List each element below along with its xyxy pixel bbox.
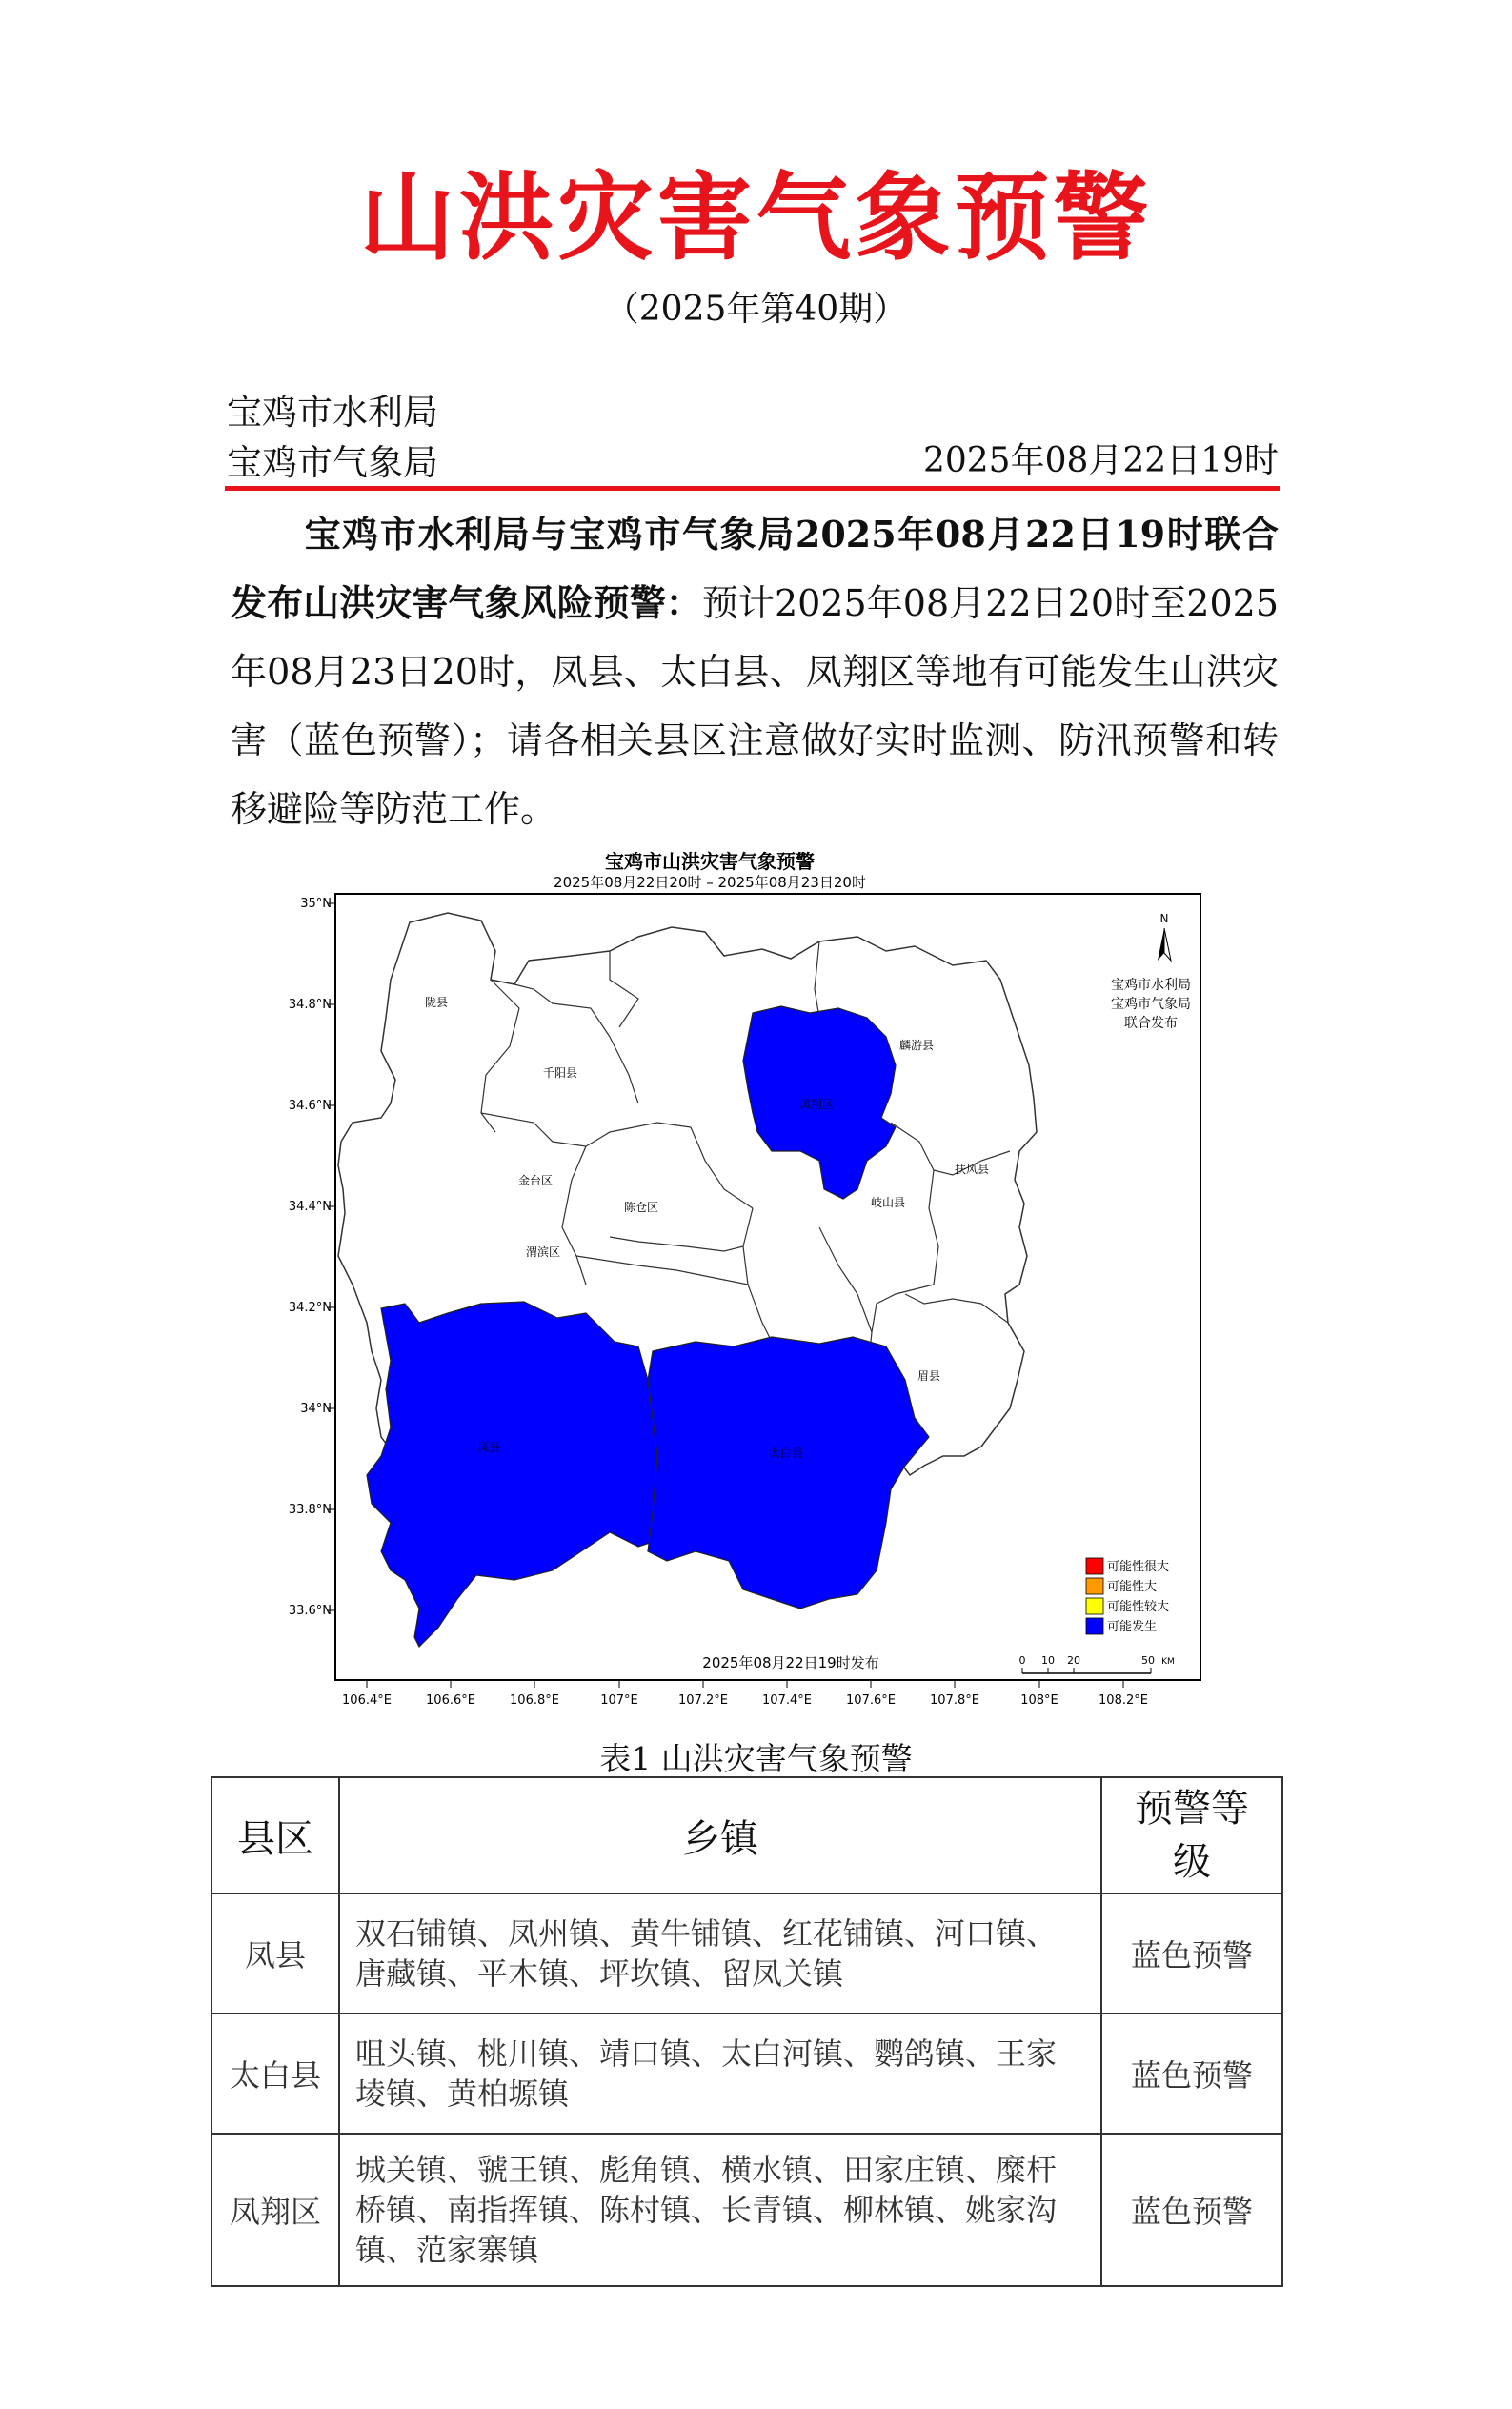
scale-unit: KM xyxy=(1161,1657,1175,1667)
publisher-line2: 宝鸡市气象局 xyxy=(1111,997,1191,1012)
header-towns: 乡镇 xyxy=(339,1777,1101,1893)
county-label-jintai: 金台区 xyxy=(517,1174,554,1187)
warning-map xyxy=(288,846,1220,1709)
row-county: 凤翔区 xyxy=(212,2134,339,2286)
document-title: 山洪灾害气象预警 xyxy=(359,162,1153,273)
lon-label: 106.4°E xyxy=(342,1693,392,1708)
county-label-linyou: 麟游县 xyxy=(898,1039,935,1052)
county-label-fengxiang: 凤翔区 xyxy=(798,1098,835,1111)
row-towns: 咀头镇、桃川镇、靖口镇、太白河镇、鹦鸽镇、王家堎镇、黄柏塬镇 xyxy=(339,2014,1101,2134)
legend-label: 可能性很大 xyxy=(1107,1560,1170,1574)
row-towns: 城关镇、虢王镇、彪角镇、横水镇、田家庄镇、糜杆桥镇、南指挥镇、陈村镇、长青镇、柳林镇、姚家沟镇、范家寨镇 xyxy=(339,2134,1101,2286)
legend-label: 可能发生 xyxy=(1107,1620,1158,1634)
lat-label: 34.4°N xyxy=(288,1200,332,1214)
row-level: 蓝色预警 xyxy=(1101,2014,1282,2134)
header-county: 县区 xyxy=(212,1777,339,1893)
county-label-taibai: 太白县 xyxy=(768,1447,804,1460)
warning-table xyxy=(211,1776,1283,2287)
table-header-row xyxy=(212,1777,1282,1893)
legend-swatch xyxy=(1086,1598,1103,1614)
county-label-meixian: 眉县 xyxy=(917,1369,941,1383)
header-level: 预警等级 xyxy=(1101,1777,1282,1893)
warning-paragraph xyxy=(231,500,1279,843)
warning-lead: 宝鸡市水利局与宝鸡市气象局2025年08月22日19时联合发布山洪灾害气象风险预警： xyxy=(231,513,1279,624)
issuer-weather-bureau: 宝鸡市气象局 xyxy=(227,442,438,483)
scale-label: 0 xyxy=(1018,1654,1026,1667)
legend-label: 可能性较大 xyxy=(1107,1600,1170,1614)
issue-date: 2025年08月22日19时 xyxy=(922,441,1279,480)
lat-label: 33.6°N xyxy=(288,1604,332,1618)
lon-label: 107°E xyxy=(600,1693,638,1708)
county-label-qianyang: 千阳县 xyxy=(542,1066,578,1080)
lon-label: 107.6°E xyxy=(846,1693,896,1708)
map-title: 宝鸡市山洪灾害气象预警 xyxy=(605,850,815,873)
lat-label: 34.8°N xyxy=(288,998,332,1012)
legend-swatch xyxy=(1086,1578,1103,1594)
table-caption: 表1 山洪灾害气象预警 xyxy=(599,1740,913,1777)
row-level: 蓝色预警 xyxy=(1101,1893,1282,2014)
county-label-long: 陇县 xyxy=(424,996,449,1009)
lat-label: 34°N xyxy=(300,1402,332,1416)
lon-label: 107.4°E xyxy=(762,1693,812,1708)
map-issued-note: 2025年08月22日19时发布 xyxy=(702,1654,879,1671)
issue-number: （2025年第40期） xyxy=(604,290,908,329)
lat-label: 33.8°N xyxy=(288,1503,332,1517)
lat-label: 34.6°N xyxy=(288,1099,332,1113)
county-label-chencang: 陈仓区 xyxy=(623,1201,659,1214)
table-row xyxy=(212,2014,1282,2134)
row-level: 蓝色预警 xyxy=(1101,2134,1282,2286)
legend-label: 可能性大 xyxy=(1107,1580,1158,1594)
county-label-fengxian: 凤县 xyxy=(476,1441,501,1454)
map-period: 2025年08月22日20时 – 2025年08月23日20时 xyxy=(554,874,866,891)
scale-label: 20 xyxy=(1067,1654,1080,1667)
table-row xyxy=(212,2134,1282,2286)
lon-label: 106.6°E xyxy=(426,1693,475,1708)
table-row xyxy=(212,1893,1282,2014)
issuer-water-bureau: 宝鸡市水利局 xyxy=(227,392,438,433)
county-label-weibin: 渭滨区 xyxy=(525,1245,561,1259)
lat-axis xyxy=(289,897,335,1618)
county-label-fufeng: 扶风县 xyxy=(954,1163,990,1176)
row-towns: 双石铺镇、凤州镇、黄牛铺镇、红花铺镇、河口镇、唐藏镇、平木镇、坪坎镇、留凤关镇 xyxy=(339,1893,1101,2014)
lon-label: 108°E xyxy=(1020,1693,1058,1708)
lat-label: 34.2°N xyxy=(288,1301,332,1315)
lon-label: 108.2°E xyxy=(1099,1693,1148,1708)
scale-label: 10 xyxy=(1041,1654,1055,1667)
lon-axis xyxy=(342,1680,1148,1708)
lon-label: 106.8°E xyxy=(510,1693,559,1708)
row-county: 凤县 xyxy=(212,1893,339,2014)
legend-swatch xyxy=(1086,1558,1103,1574)
county-label-qishan: 岐山县 xyxy=(870,1196,906,1209)
lat-label: 35°N xyxy=(300,897,332,911)
legend-swatch xyxy=(1086,1618,1103,1634)
header-rule xyxy=(225,486,1280,491)
publisher-line1: 宝鸡市水利局 xyxy=(1111,978,1191,993)
warning-text: 预计2025年08月22日20时至2025年08月23日20时，凤县、太白县、凤翔区等地有可能发生山洪灾害（蓝色预警）；请各相关县区注意做好实时监测、防汛预警和转移避险等防范工作。 xyxy=(231,582,1279,830)
scale-label: 50 xyxy=(1141,1654,1155,1667)
lon-label: 107.8°E xyxy=(930,1693,979,1708)
lon-label: 107.2°E xyxy=(678,1693,728,1708)
publisher-line3: 联合发布 xyxy=(1124,1016,1178,1031)
north-label: N xyxy=(1159,912,1169,925)
row-county: 太白县 xyxy=(212,2014,339,2134)
